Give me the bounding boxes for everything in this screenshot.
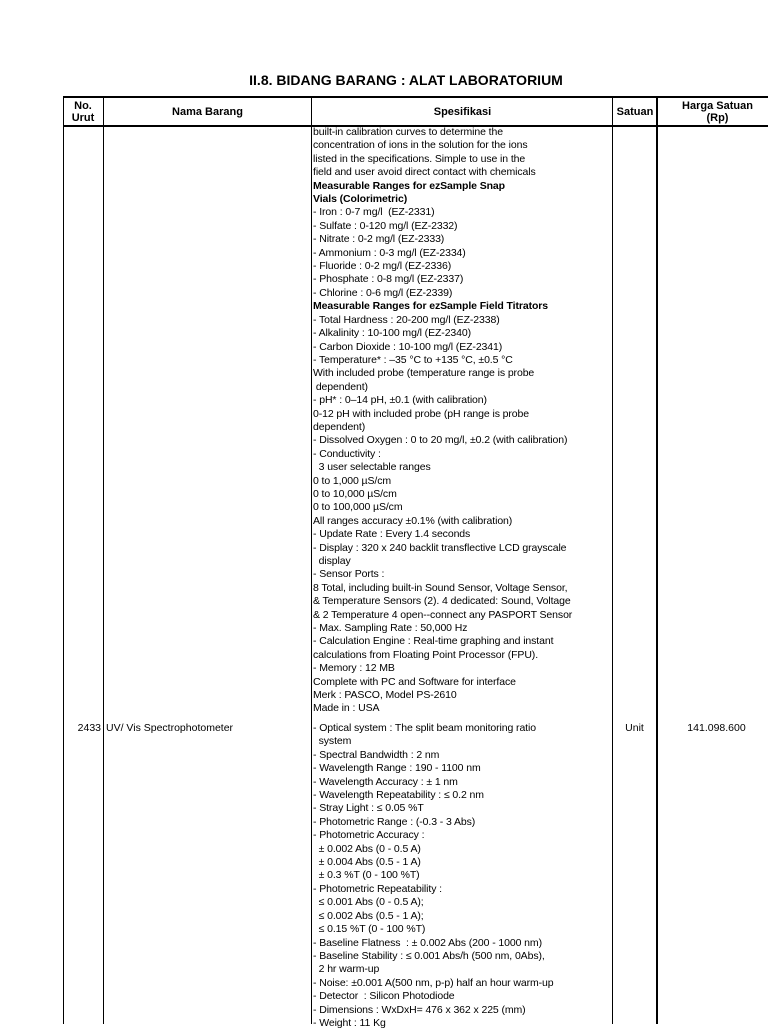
spec-line: ± 0.004 Abs (0.5 - 1 A) (313, 856, 421, 869)
spec-line: - Wavelength Range : 190 - 1100 nm (313, 762, 481, 775)
spec-line: - Iron : 0-7 mg/l (EZ-2331) (313, 206, 435, 219)
spec-line: - Dimensions : WxDxH= 476 x 362 x 225 (mm) (313, 1003, 526, 1016)
spec-line: - Sensor Ports : (313, 568, 385, 581)
column-border (311, 96, 312, 1024)
header-harga-satuan (659, 98, 768, 125)
spec-line: 0 to 100,000 µS/cm (313, 501, 403, 514)
spec-line: - Detector : Silicon Photodiode (313, 990, 455, 1003)
spec-line: - Max. Sampling Rate : 50,000 Hz (313, 622, 468, 635)
spec-line: - Chlorine : 0-6 mg/l (EZ-2339) (313, 286, 453, 299)
spec-line: With included probe (temperature range is probe (313, 367, 535, 380)
spec-line: system (313, 735, 352, 748)
spec-line: - Memory : 12 MB (313, 662, 395, 675)
spec-line: 3 user selectable ranges (313, 461, 431, 474)
spec-line: 0-12 pH with included probe (pH range is probe (313, 407, 530, 420)
spec-line: - Conductivity : (313, 447, 381, 460)
item-unit: Unit (625, 722, 644, 734)
spec-line: - Dissolved Oxygen : 0 to 20 mg/l, ±0.2 (with calibration) (313, 434, 568, 447)
header-nama-barang: Nama Barang (172, 105, 243, 118)
item-no: 2433 (77, 722, 101, 734)
header-spesifikasi: Spesifikasi (433, 105, 492, 118)
page-title: II.8. BIDANG BARANG : ALAT LABORATORIUM (249, 72, 563, 88)
spec-line: - Phosphate : 0-8 mg/l (EZ-2337) (313, 273, 464, 286)
spec-line: 0 to 1,000 µS/cm (313, 474, 391, 487)
spec-line: - Spectral Bandwidth : 2 nm (313, 748, 440, 761)
spec-line: 8 Total, including built-in Sound Sensor, Voltage Sensor, (313, 581, 568, 594)
spec-line: Measurable Ranges for ezSample Snap (313, 179, 505, 192)
spec-line: - Update Rate : Every 1.4 seconds (313, 528, 471, 541)
column-border (103, 96, 104, 1024)
column-border (656, 96, 658, 1024)
spec-line: - Weight : 11 Kg (313, 1016, 386, 1029)
spec-line: - Total Hardness : 20-200 mg/l (EZ-2338) (313, 313, 500, 326)
spec-line: & Temperature Sensors (2). 4 dedicated: Sound, Voltage (313, 595, 571, 608)
spec-line: - Wavelength Accuracy : ± 1 nm (313, 775, 458, 788)
spec-line: display (313, 555, 351, 567)
spec-line: - Noise: ±0.001 A(500 nm, p-p) half an hour warm-up (313, 976, 554, 989)
spec-line: calculations from Floating Point Processor (FPU). (313, 648, 539, 661)
spec-continued (313, 126, 613, 716)
spec-line: concentration of ions in the solution for the ions (313, 139, 528, 152)
spec-line: & 2 Temperature 4 open--connect any PASPORT Sensor (313, 608, 573, 621)
spec-line: All ranges accuracy ±0.1% (with calibration) (313, 514, 513, 527)
spec-line: - Fluoride : 0-2 mg/l (EZ-2336) (313, 260, 452, 273)
spec-line: ≤ 0.002 Abs (0.5 - 1 A); (313, 909, 424, 922)
spec-line: Merk : PASCO, Model PS-2610 (313, 689, 457, 702)
spec-line: - pH* : 0–14 pH, ±0.1 (with calibration) (313, 394, 487, 407)
spec-line: - Temperature* : –35 °C to +135 °C, ±0.5 °C (313, 353, 513, 366)
item-spec (313, 722, 613, 1030)
spec-line: ≤ 0.15 %T (0 - 100 %T) (313, 923, 426, 936)
item-name: UV/ Vis Spectrophotometer (106, 722, 234, 734)
column-border (63, 96, 64, 1024)
table-header (63, 96, 768, 127)
spec-line: - Alkalinity : 10-100 mg/l (EZ-2340) (313, 327, 472, 340)
item-price: 141.098.600 (687, 722, 746, 734)
spec-line: built-in calibration curves to determine the (313, 126, 503, 138)
spec-line: Vials (Colorimetric) (313, 193, 408, 206)
spec-line: - Calculation Engine : Real-time graphing and instant (313, 635, 554, 648)
spec-line: - Nitrate : 0-2 mg/l (EZ-2333) (313, 233, 445, 246)
spec-line: - Ammonium : 0-3 mg/l (EZ-2334) (313, 246, 466, 259)
spec-line: - Display : 320 x 240 backlit transflective LCD grayscale (313, 541, 567, 554)
spec-line: - Stray Light : ≤ 0.05 %T (313, 802, 424, 815)
spec-line: - Baseline Stability : ≤ 0.001 Abs/h (500 nm, 0Abs), (313, 949, 545, 962)
spec-line: Measurable Ranges for ezSample Field Titrators (313, 300, 549, 313)
spec-line: - Photometric Accuracy : (313, 829, 425, 842)
spec-line: - Wavelength Repeatability : ≤ 0.2 nm (313, 789, 484, 802)
spec-line: - Carbon Dioxide : 10-100 mg/l (EZ-2341) (313, 340, 503, 353)
spec-line: ± 0.3 %T (0 - 100 %T) (313, 869, 420, 882)
spec-line: ± 0.002 Abs (0 - 0.5 A) (313, 842, 421, 855)
spec-line: 2 hr warm-up (313, 963, 380, 976)
spec-line: - Photometric Range : (-0.3 - 3 Abs) (313, 815, 476, 828)
header-harga-text: Harga Satuan (Rp) (682, 99, 753, 124)
spec-line: dependent) (313, 380, 368, 393)
spec-line: Made in : USA (313, 702, 380, 715)
header-no-urut (63, 98, 103, 125)
header-satuan: Satuan (616, 105, 654, 118)
spec-line: 0 to 10,000 µS/cm (313, 487, 397, 500)
spec-line: listed in the specifications. Simple to use in the (313, 152, 526, 165)
header-no-text: No. Urut (71, 99, 95, 124)
spec-line: - Optical system : The split beam monitoring ratio (313, 722, 536, 734)
spec-line: field and user avoid direct contact with chemicals (313, 166, 536, 179)
spec-line: - Photometric Repeatability : (313, 882, 442, 895)
spec-line: dependent) (313, 420, 366, 433)
spec-line: Complete with PC and Software for interface (313, 675, 516, 688)
spec-line: - Baseline Flatness : ± 0.002 Abs (200 - 1000 nm) (313, 936, 542, 949)
spec-line: ≤ 0.001 Abs (0 - 0.5 A); (313, 896, 424, 909)
spec-line: - Sulfate : 0-120 mg/l (EZ-2332) (313, 219, 458, 232)
